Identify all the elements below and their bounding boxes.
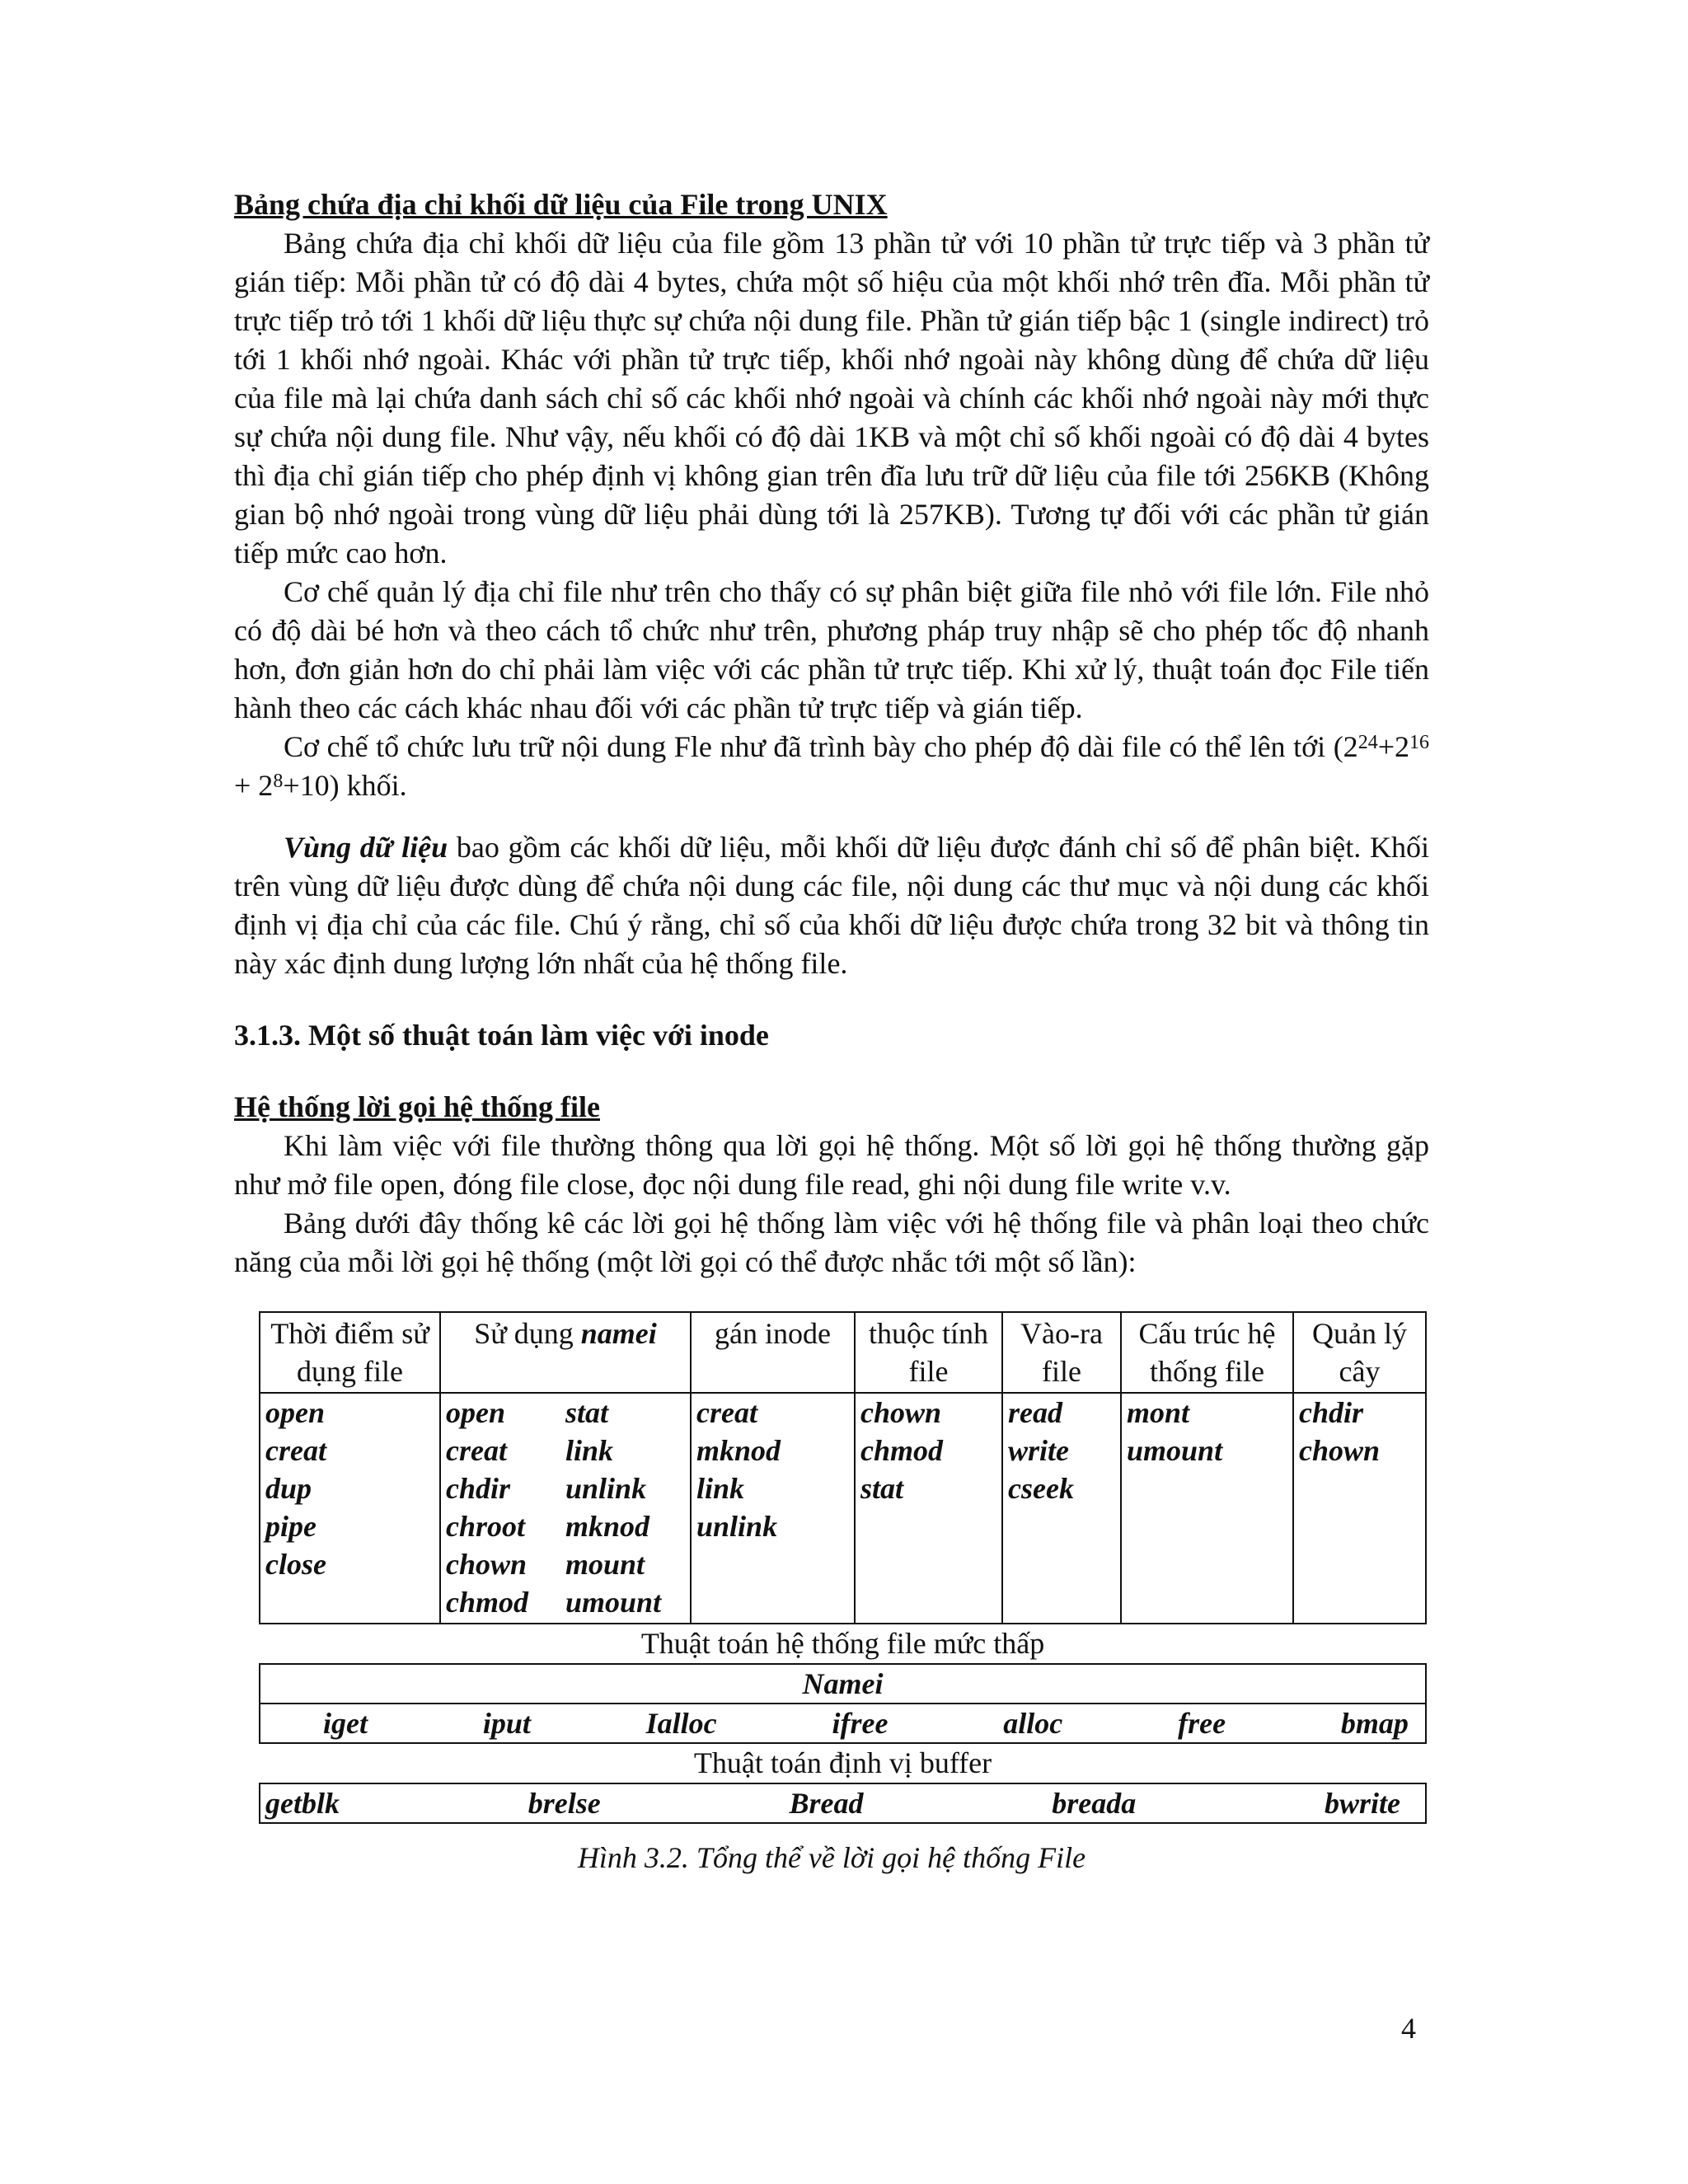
header-tree-management: Quản lý cây	[1293, 1312, 1426, 1393]
low-level-algorithms-table	[259, 1663, 1427, 1744]
algo-bread: Bread	[789, 1787, 864, 1820]
paragraph-data-region: Vùng dữ liệu bao gồm các khối dữ liệu, mỗi khối dữ liệu được đánh chỉ số để phân biệt. Khối trên vùng dữ liệu được dùng để chứa nội dung các file, nội dung các thư mục và nội dung các khối định vị địa chỉ của các file. Chú ý rằng, chỉ số của khối dữ liệu được chứa trong 32 bit và thông tin này xác định dung lượng lớn nhất của hệ thống file.	[234, 831, 1429, 980]
buffer-algorithms-table	[259, 1783, 1427, 1824]
algo-ifree: ifree	[832, 1707, 889, 1740]
section-heading-inode-algorithms: 3.1.3. Một số thuật toán làm việc với inode	[234, 1019, 769, 1052]
max-size-formula: $(2^{24}+2^{16} + 2^8+10)$ khối.	[234, 730, 1429, 802]
table-row	[260, 1704, 1426, 1743]
table-row	[260, 1393, 1426, 1624]
algo-alloc: alloc	[1003, 1707, 1063, 1740]
cell-attribute-calls: chown chmod stat	[855, 1393, 1002, 1624]
algo-bmap: bmap	[1340, 1707, 1409, 1740]
header-inode-assign: gán inode	[691, 1312, 855, 1393]
section-heading-address-table: Bảng chứa địa chỉ khối dữ liệu của File trong UNIX	[234, 188, 888, 221]
namei-cell: Namei	[260, 1664, 1426, 1704]
max-size-text: Cơ chế tổ chức lưu trữ nội dung Fle như đã trình bày cho phép độ dài file có thể lên tới	[284, 730, 1326, 763]
figure-caption: Hình 3.2. Tổng thể về lời gọi hệ thống File	[577, 1841, 1086, 1874]
paragraph-system-calls-intro: Khi làm việc với file thường thông qua lời gọi hệ thống. Một số lời gọi hệ thống thường gặp như mở file open, đóng file close, đọc nội dung file read, ghi nội dung file write v.v.	[234, 1129, 1429, 1201]
algo-free: free	[1178, 1707, 1226, 1740]
header-fs-structure: Cấu trúc hệ thống file	[1121, 1312, 1293, 1393]
table-header-row	[260, 1312, 1426, 1393]
cell-usage-time-calls: open creat dup pipe close	[260, 1393, 440, 1624]
buffer-algorithms-label: Thuật toán định vị buffer	[693, 1746, 992, 1779]
system-call-table	[259, 1311, 1427, 1624]
cell-namei-calls: open stat creat link chdir unlink chroot mknod chown mount chmod umount	[440, 1393, 691, 1624]
buffer-algos-cell	[260, 1783, 1426, 1823]
table-row	[260, 1664, 1426, 1704]
header-file-io: Vào-ra file	[1002, 1312, 1121, 1393]
paragraph-address-table: Bảng chứa địa chỉ khối dữ liệu của file gồm 13 phần tử với 10 phần tử trực tiếp và 3 phần tử gián tiếp: Mỗi phần tử có độ dài 4 bytes, chứa một số hiệu của một khối nhớ trên đĩa. Mỗi phần tử trực tiếp trỏ tới 1 khối dữ liệu thực sự chứa nội dung file. Phần tử gián tiếp bậc 1 (single indirect) trỏ tới 1 khối nhớ ngoài. Khác với phần tử trực tiếp, khối nhớ ngoài này không dùng để chứa dữ liệu của file mà lại chứa danh sách chỉ số các khối nhớ ngoài và chính các khối nhớ ngoài này mới thực sự chứa nội dung file. Như vậy, nếu khối có độ dài 1KB và một chỉ số khối ngoài có độ dài 4 bytes thì địa chỉ gián tiếp cho phép định vị không gian trên đĩa lưu trữ dữ liệu của file tới 256KB (Không gian bộ nhớ ngoài trong vùng dữ liệu phải dùng tới là 257KB). Tương tự đối với các phần tử gián tiếp mức cao hơn.	[234, 227, 1429, 569]
cell-tree-calls: chdir chown	[1293, 1393, 1426, 1624]
cell-inode-assign-calls: creat mknod link unlink	[691, 1393, 855, 1624]
page-content	[234, 185, 1429, 1877]
algo-breada: breada	[1052, 1787, 1137, 1820]
header-usage-time: Thời điểm sử dụng file	[260, 1312, 440, 1393]
subheading-system-calls: Hệ thống lời gọi hệ thống file	[234, 1090, 600, 1123]
algo-iget: iget	[323, 1707, 368, 1740]
header-namei: Sử dụng namei	[440, 1312, 691, 1393]
algo-getblk: getblk	[265, 1787, 340, 1820]
page-number: 4	[1401, 2012, 1416, 2045]
paragraph-max-file-size	[234, 728, 1429, 805]
low-level-algorithms-label: Thuật toán hệ thống file mức thấp	[640, 1627, 1045, 1660]
algo-ialloc: Ialloc	[645, 1707, 717, 1740]
table-row	[260, 1783, 1426, 1823]
low-level-algos-cell	[260, 1704, 1426, 1743]
term-data-region: Vùng dữ liệu	[284, 831, 448, 864]
algo-iput: iput	[482, 1707, 531, 1740]
paragraph-small-large-file: Cơ chế quản lý địa chỉ file như trên cho thấy có sự phân biệt giữa file nhỏ với file lớn. File nhỏ có độ dài bé hơn và theo cách tổ chức như trên, phương pháp truy nhập sẽ cho phép tốc độ nhanh hơn, đơn giản hơn do chỉ phải làm việc với các phần tử trực tiếp. Khi xử lý, thuật toán đọc File tiến hành theo các cách khác nhau đối với các phần tử trực tiếp và gián tiếp.	[234, 575, 1429, 724]
algo-bwrite: bwrite	[1324, 1787, 1400, 1820]
paragraph-table-intro: Bảng dưới đây thống kê các lời gọi hệ thống làm việc với hệ thống file và phân loại theo chức năng của mỗi lời gọi hệ thống (một lời gọi có thể được nhắc tới một số lần):	[234, 1207, 1429, 1278]
header-file-attributes: thuộc tính file	[855, 1312, 1002, 1393]
algo-brelse: brelse	[528, 1787, 601, 1820]
cell-io-calls: read write cseek	[1002, 1393, 1121, 1624]
cell-fs-structure-calls: mont umount	[1121, 1393, 1293, 1624]
